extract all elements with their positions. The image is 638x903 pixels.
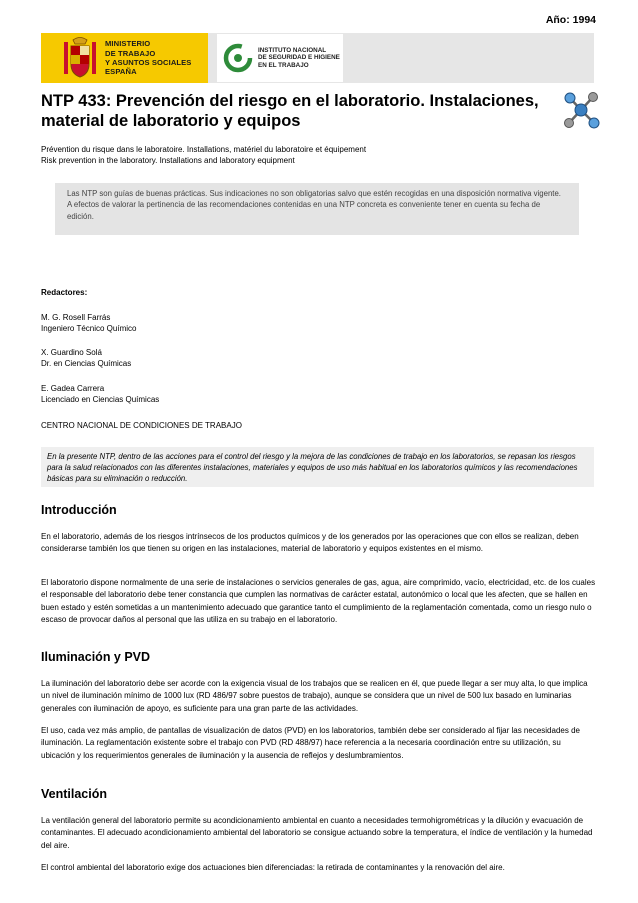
paragraph: La ventilación general del laboratorio permite su acondicionamiento ambiental en cuanto a necesidades termohigrométricas y la dilución y evacuación de contaminantes. El adecuado acondicionamiento ambiental del laboratorio se consigue actuando sobre la temperatura, el índice de ventilación y la humedad del aire. bbox=[41, 816, 593, 850]
author-2 bbox=[41, 347, 131, 370]
section-heading-introduccion: Introducción bbox=[41, 503, 117, 517]
subtitle-french: Prévention du risque dans le laboratoire. Installations, matériel du laboratoire et équipement bbox=[41, 145, 367, 154]
author-name: X. Guardino Solá bbox=[41, 348, 102, 357]
author-1 bbox=[41, 312, 136, 335]
insht-line-3: EN EL TRABAJO bbox=[258, 61, 309, 69]
molecule-icon bbox=[562, 90, 600, 130]
ntp-notice-box: Las NTP son guías de buenas prácticas. Sus indicaciones no son obligatorias salvo que estén recogidas en una disposición normativa vigente. A efectos de valorar la pertinencia de las recomendaciones contenidas en una NTP concreta es conveniente tener en cuenta su fecha de edición. bbox=[55, 183, 579, 235]
ministerio-line-4: ESPAÑA bbox=[105, 67, 137, 77]
paragraph: El control ambiental del laboratorio exige dos actuaciones bien diferenciadas: la retirada de contaminantes y la renovación del aire. bbox=[41, 863, 505, 872]
insht-logo bbox=[217, 34, 343, 82]
author-3 bbox=[41, 383, 159, 406]
insht-line-2: DE SEGURIDAD E HIGIENE bbox=[258, 54, 340, 62]
author-name: M. G. Rosell Farrás bbox=[41, 313, 111, 322]
paragraph: El uso, cada vez más amplio, de pantallas de visualización de datos (PVD) en los laboratorios, también debe ser considerado al fijar las necesidades de iluminación. La reglamentación existente sobre el trabajo con PVD (RD 488/97) hace referencia a la necesaria coordinación entre su utilización, su ubicación y los requerimientos generales de iluminación y la ausencia de reflejos y deslumbramientos. bbox=[41, 726, 580, 760]
author-title: Ingeniero Técnico Químico bbox=[41, 324, 137, 334]
paragraph: La iluminación del laboratorio debe ser acorde con la exigencia visual de los trabajos que se realicen en él, que puede llegar a ser muy alta, lo que implica un nivel de iluminación mínimo de 1000 lux (RD 486/97 sobre puestos de trabajo), aunque se considera que un nivel de 500 lux basado en luminarias generales con iluminación de apoyo, es suficiente para una gran parte de las actividades. bbox=[41, 679, 588, 713]
author-title: Dr. en Ciencias Químicas bbox=[41, 359, 132, 369]
ministerio-line-3: Y ASUNTOS SOCIALES bbox=[105, 58, 192, 67]
coat-of-arms-icon bbox=[61, 36, 99, 80]
ministerio-line-1: MINISTERIO bbox=[105, 39, 151, 49]
author-name: E. Gadea Carrera bbox=[41, 384, 105, 393]
insht-text bbox=[258, 47, 340, 70]
paragraph: El laboratorio dispone normalmente de una serie de instalaciones o servicios generales de gas, agua, aire comprimido, vacío, electricidad, etc. de los cuales el responsable del laboratorio debe tener constancia que cumplen las normativas de carácter estatal, autonómico o local que les afecten, que se hallen en buen estado y estén sometidas a un mantenimiento adecuado que garantice tanto el cumplimiento de la reglamentación comentada, como un riesgo nulo o escaso de provocar daños al personal que las utiliza en su trabajo en el laboratorio. bbox=[41, 578, 596, 624]
logo-banner bbox=[41, 33, 594, 83]
alt-language-titles bbox=[41, 144, 366, 166]
ministerio-line-2: DE TRABAJO bbox=[105, 48, 156, 58]
ministerio-logo bbox=[41, 33, 208, 83]
redactores-label: Redactores: bbox=[41, 288, 88, 297]
document-title: NTP 433: Prevención del riesgo en el laboratorio. Instalaciones, material de laboratorio y equipos bbox=[41, 92, 539, 130]
year-label: Año: 1994 bbox=[545, 14, 596, 26]
section-heading-ventilacion: Ventilación bbox=[41, 787, 107, 801]
insht-emblem-icon bbox=[223, 43, 253, 73]
subtitle-english: Risk prevention in the laboratory. Installations and laboratory equipment bbox=[41, 156, 295, 165]
section-heading-iluminacion: Iluminación y PVD bbox=[41, 650, 151, 664]
insht-line-1: INSTITUTO NACIONAL bbox=[258, 46, 327, 54]
author-title: Licenciado en Ciencias Químicas bbox=[41, 395, 160, 405]
center-name: CENTRO NACIONAL DE CONDICIONES DE TRABAJO bbox=[41, 421, 242, 430]
ministerio-text bbox=[105, 39, 191, 77]
paragraph: En el laboratorio, además de los riesgos intrínsecos de los productos químicos y de los generados por las operaciones que con ellos se realizan, deben considerarse también los que tienen su origen en las instalaciones, material de laboratorio y equipos existentes en el mismo. bbox=[41, 532, 579, 554]
abstract-box: En la presente NTP, dentro de las acciones para el control del riesgo y la mejora de las condiciones de trabajo en los laboratorios, se repasan los riesgos para la salud relacionados con las diferentes instalaciones, materiales y equipos de uso más habitual en los laboratorios químicos y las recomendaciones básicas para su eliminación o reducción. bbox=[41, 447, 594, 487]
